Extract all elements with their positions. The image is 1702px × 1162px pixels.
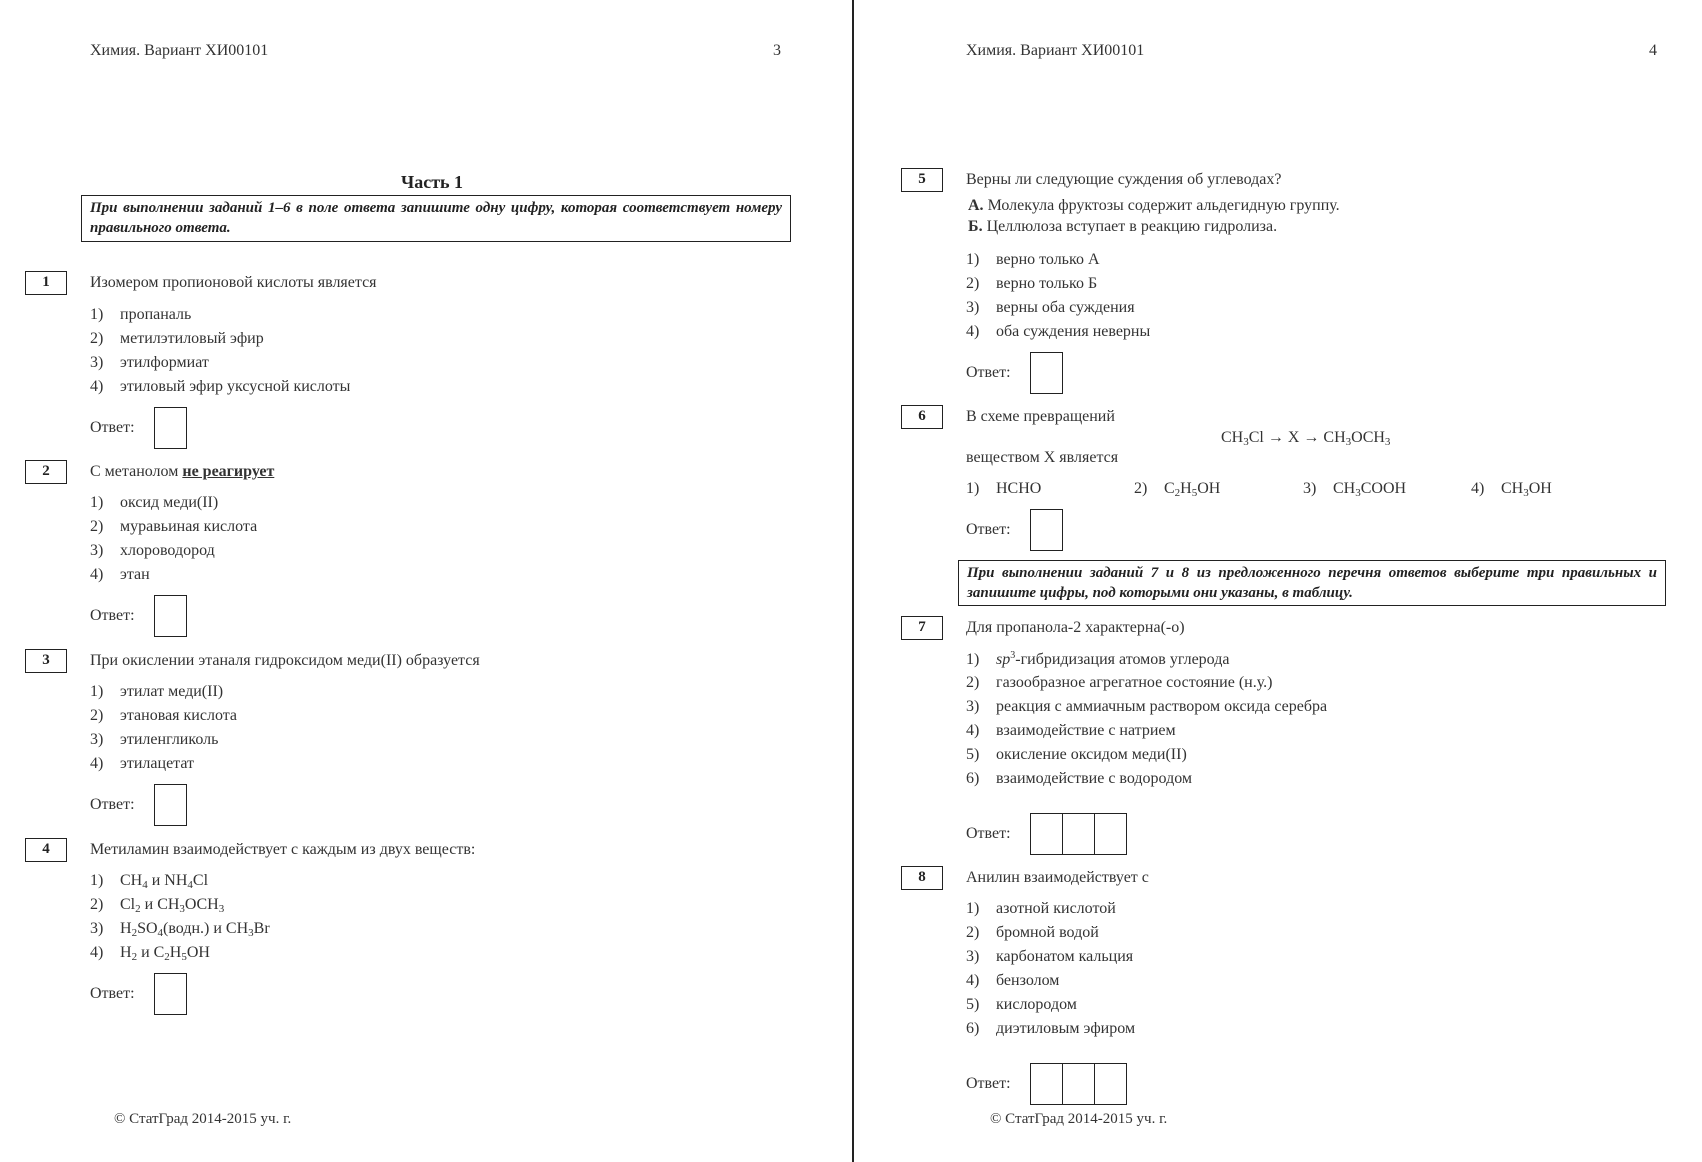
task-5-statement-b: Б. Целлюлоза вступает в реакцию гидролиза.: [968, 218, 1278, 235]
task-1-answer-box[interactable]: [154, 407, 187, 449]
instruction-box-1-6: При выполнении заданий 1–6 в поле ответа запишите одну цифру, которая соответствует номеру правильного ответа.: [81, 195, 791, 242]
task-3-option-1: 1) этилат меди(II): [90, 683, 224, 700]
task-number-6: 6: [901, 405, 943, 429]
task-8-answer-cell-3[interactable]: [1094, 1063, 1127, 1105]
task-4-answer-label: Ответ:: [90, 985, 135, 1002]
task-2-option-4: 4) этан: [90, 566, 150, 583]
task-7-answer-cell-3[interactable]: [1094, 813, 1127, 855]
task-number-5: 5: [901, 168, 943, 192]
task-8-question: Анилин взаимодействует с: [966, 869, 1149, 886]
task-5-answer-label: Ответ:: [966, 364, 1011, 381]
task-4-option-1: 1) $CH_4$ и $NH_4Cl$: [90, 872, 209, 891]
task-8-option-5: 5) кислородом: [966, 996, 1077, 1013]
task-8-option-6: 6) диэтиловым эфиром: [966, 1020, 1136, 1037]
task-5-option-1: 1) верно только А: [966, 251, 1100, 268]
task-7-question: Для пропанола-2 характерна(-о): [966, 619, 1185, 636]
task-6-answer-label: Ответ:: [966, 521, 1011, 538]
task-2-question: С метанолом не реагирует: [90, 463, 275, 480]
task-6-option-3: 3) $CH_3COOH$: [1303, 480, 1407, 499]
task-7-option-1: 1) $sp^3$-гибридизация атомов углерода: [966, 650, 1230, 668]
task-2-option-3: 3) хлороводород: [90, 542, 215, 559]
task-1-option-4: 4) этиловый эфир уксусной кислоты: [90, 378, 351, 395]
left-footer: © СтатГрад 2014-2015 уч. г.: [114, 1111, 292, 1127]
task-number-8: 8: [901, 866, 943, 890]
task-4-answer-box[interactable]: [154, 973, 187, 1015]
task-6-scheme: $CH_3Cl \to X \to CH_3OCH_3$: [1221, 429, 1391, 448]
task-7-option-3: 3) реакция с аммиачным раствором оксида серебра: [966, 698, 1328, 715]
task-7-option-5: 5) окисление оксидом меди(II): [966, 746, 1187, 763]
task-1-option-3: 3) этилформиат: [90, 354, 209, 371]
task-2-option-1: 1) оксид меди(II): [90, 494, 219, 511]
left-header-subject: Химия. Вариант ХИ00101: [90, 42, 269, 59]
right-footer: © СтатГрад 2014-2015 уч. г.: [990, 1111, 1168, 1127]
task-number-3: 3: [25, 649, 67, 673]
task-4-option-4: 4) $H_2$ и $C_2H_5OH$: [90, 944, 210, 963]
task-6-question-cont: веществом Х является: [966, 449, 1119, 466]
task-8-option-4: 4) бензолом: [966, 972, 1060, 989]
task-3-question: При окислении этаналя гидроксидом меди(II) образуется: [90, 652, 480, 669]
task-number-2: 2: [25, 460, 67, 484]
part-title: Часть 1: [401, 172, 464, 192]
task-number-4: 4: [25, 838, 67, 862]
task-number-7: 7: [901, 616, 943, 640]
task-5-statement-a: А. Молекула фруктозы содержит альдегидную группу.: [968, 197, 1340, 214]
task-5-option-3: 3) верны оба суждения: [966, 299, 1135, 316]
task-7-answer-cell-2[interactable]: [1062, 813, 1095, 855]
task-3-option-2: 2) этановая кислота: [90, 707, 238, 724]
right-header-subject: Химия. Вариант ХИ00101: [966, 42, 1145, 59]
task-2-answer-box[interactable]: [154, 595, 187, 637]
task-5-question: Верны ли следующие суждения об углеводах?: [966, 171, 1282, 188]
task-4-question: Метиламин взаимодействует с каждым из двух веществ:: [90, 841, 476, 858]
task-3-option-4: 4) этилацетат: [90, 755, 195, 772]
task-7-option-6: 6) взаимодействие с водородом: [966, 770, 1193, 787]
task-6-option-4: 4) $CH_3OH$: [1471, 480, 1552, 499]
task-number-1: 1: [25, 271, 67, 295]
task-3-option-3: 3) этиленгликоль: [90, 731, 219, 748]
page-divider: [852, 0, 854, 1162]
task-5-option-2: 2) верно только Б: [966, 275, 1098, 292]
task-3-answer-label: Ответ:: [90, 796, 135, 813]
task-8-answer-cell-2[interactable]: [1062, 1063, 1095, 1105]
instruction-box-7-8: При выполнении заданий 7 и 8 из предложенного перечня ответов выберите три правильных и запишите цифры, под которыми они указаны, в таблицу.: [958, 560, 1666, 606]
task-3-answer-box[interactable]: [154, 784, 187, 826]
task-6-answer-box[interactable]: [1030, 509, 1063, 551]
task-2-answer-label: Ответ:: [90, 607, 135, 624]
left-page-number: 3: [773, 42, 781, 59]
right-page-number: 4: [1649, 42, 1657, 59]
task-7-option-4: 4) взаимодействие с натрием: [966, 722, 1176, 739]
task-5-option-4: 4) оба суждения неверны: [966, 323, 1151, 340]
task-1-option-1: 1) пропаналь: [90, 306, 192, 323]
task-8-answer-cell-1[interactable]: [1030, 1063, 1063, 1105]
task-1-answer-label: Ответ:: [90, 419, 135, 436]
task-1-option-2: 2) метилэтиловый эфир: [90, 330, 264, 347]
task-7-option-2: 2) газообразное агрегатное состояние (н.у.): [966, 674, 1273, 691]
task-4-option-2: 2) $Cl_2$ и $CH_3OCH_3$: [90, 896, 225, 915]
task-6-option-2: 2) $C_2H_5OH$: [1134, 480, 1221, 499]
task-5-answer-box[interactable]: [1030, 352, 1063, 394]
task-4-option-3: 3) $H_2SO_4(водн.)$ и $CH_3Br$: [90, 920, 270, 939]
task-6-question: В схеме превращений: [966, 408, 1115, 425]
task-8-option-1: 1) азотной кислотой: [966, 900, 1116, 917]
task-8-answer-label: Ответ:: [966, 1075, 1011, 1092]
task-1-question: Изомером пропионовой кислоты является: [90, 274, 377, 291]
task-7-answer-label: Ответ:: [966, 825, 1011, 842]
task-2-option-2: 2) муравьиная кислота: [90, 518, 258, 535]
task-7-answer-cell-1[interactable]: [1030, 813, 1063, 855]
task-8-option-2: 2) бромной водой: [966, 924, 1099, 941]
task-8-option-3: 3) карбонатом кальция: [966, 948, 1134, 965]
task-6-option-1: 1) HCHO: [966, 480, 1042, 497]
